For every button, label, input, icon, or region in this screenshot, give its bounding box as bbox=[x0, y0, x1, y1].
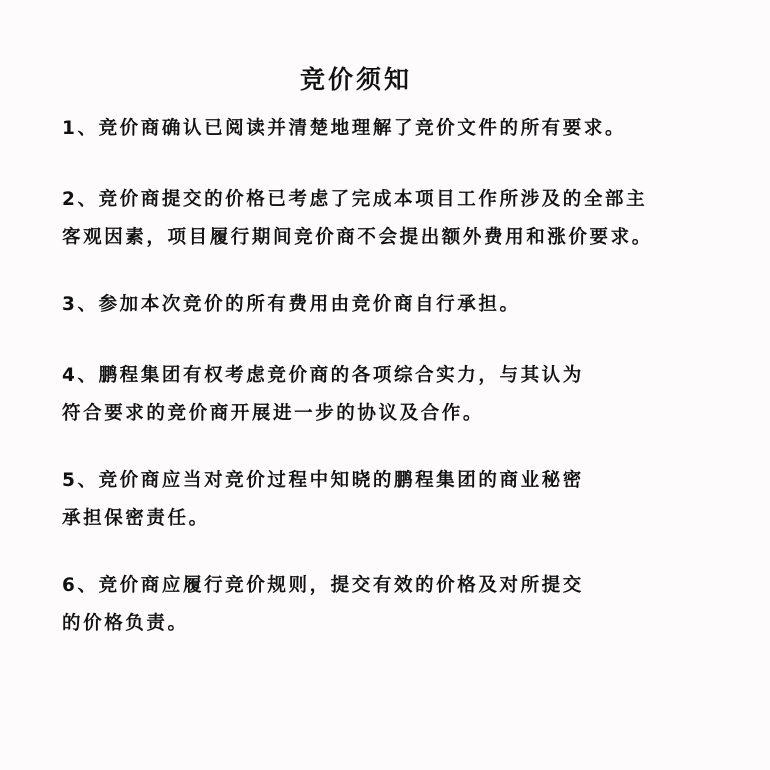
notice-line: 4、鹏程集团有权考虑竞价商的各项综合实力，与其认为 bbox=[62, 365, 584, 386]
notice-line: 1、竞价商确认已阅读并清楚地理解了竞价文件的所有要求。 bbox=[62, 118, 627, 139]
notice-line: 的价格负责。 bbox=[62, 613, 189, 634]
notice-line: 3、参加本次竞价的所有费用由竞价商自行承担。 bbox=[62, 294, 521, 315]
notice-line: 2、竞价商提交的价格已考虑了完成本项目工作所涉及的全部主 bbox=[62, 189, 648, 210]
notice-item-2 bbox=[62, 181, 762, 257]
notice-item-3 bbox=[62, 286, 762, 324]
notice-item-4 bbox=[62, 357, 762, 433]
notice-line: 承担保密责任。 bbox=[62, 508, 210, 529]
notice-item-1 bbox=[62, 110, 762, 148]
notice-line: 客观因素，项目履行期间竞价商不会提出额外费用和涨价要求。 bbox=[62, 227, 653, 248]
page-title: 竞价须知 bbox=[299, 65, 412, 94]
notice-line: 符合要求的竞价商开展进一步的协议及合作。 bbox=[62, 403, 485, 424]
notice-item-5 bbox=[62, 462, 762, 538]
notice-item-6 bbox=[62, 567, 762, 643]
notice-line: 6、竞价商应履行竞价规则，提交有效的价格及对所提交 bbox=[62, 575, 584, 596]
notice-line: 5、竞价商应当对竞价过程中知晓的鹏程集团的商业秘密 bbox=[62, 470, 584, 491]
